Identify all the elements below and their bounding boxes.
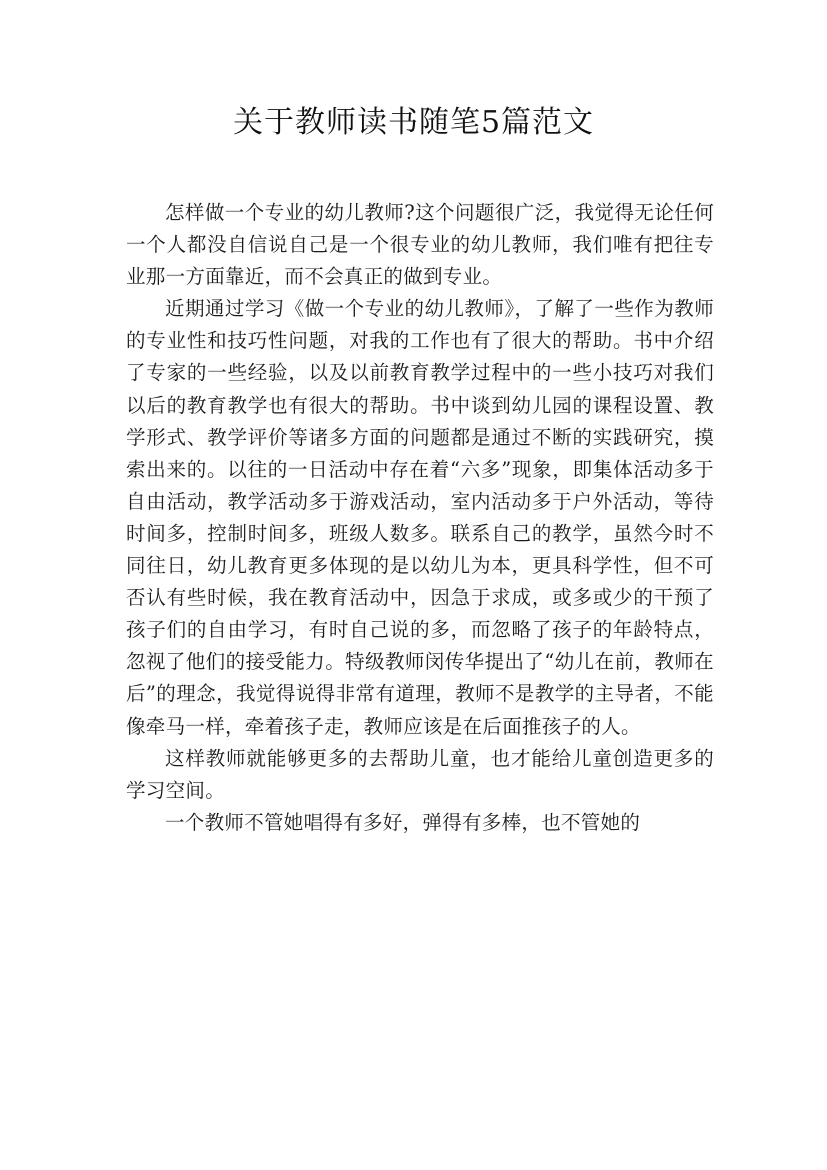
paragraph-3: 这样教师就能够更多的去帮助儿童，也才能给儿童创造更多的学习空间。 [126,746,714,802]
paragraph-4: 一个教师不管她唱得有多好，弹得有多棒，也不管她的 [165,810,641,834]
document-body [126,197,714,839]
paragraph-1: 怎样做一个专业的幼儿教师?这个问题很广泛，我觉得无论任何一个人都没自信说自己是一个很专业的幼儿教师，我们唯有把往专业那一方面靠近，而不会真正的做到专业。 [126,201,714,289]
document-title: 关于教师读书随笔5篇范文 [232,105,595,140]
paragraph-2: 近期通过学习《做一个专业的幼儿教师》，了解了一些作为教师的专业性和技巧性问题，对我的工作也有了很大的帮助。书中介绍了专家的一些经验，以及以前教育教学过程中的一些小技巧对我们以后的教育教学也有很大的帮助。书中谈到幼儿园的课程设置、教学形式、教学评价等诸多方面的问题都是通过不断的实践研究，摸索出来的。以往的一日活动中存在着“六多”现象，即集体活动多于自由活动，教学活动多于游戏活动，室内活动多于户外活动，等待时间多，控制时间多，班级人数多。联系自己的教学，虽然今时不同往日，幼儿教育更多体现的是以幼儿为本，更具科学性，但不可否认有些时候，我在教育活动中，因急于求成，或多或少的干预了孩子们的自由学习，有时自己说的多，而忽略了孩子的年龄特点，忽视了他们的接受能力。特级教师闵传华提出了“幼儿在前，教师在后”的理念，我觉得说得非常有道理，教师不是教学的主导者，不能像牵马一样，牵着孩子走，教师应该是在后面推孩子的人。 [126,297,714,738]
